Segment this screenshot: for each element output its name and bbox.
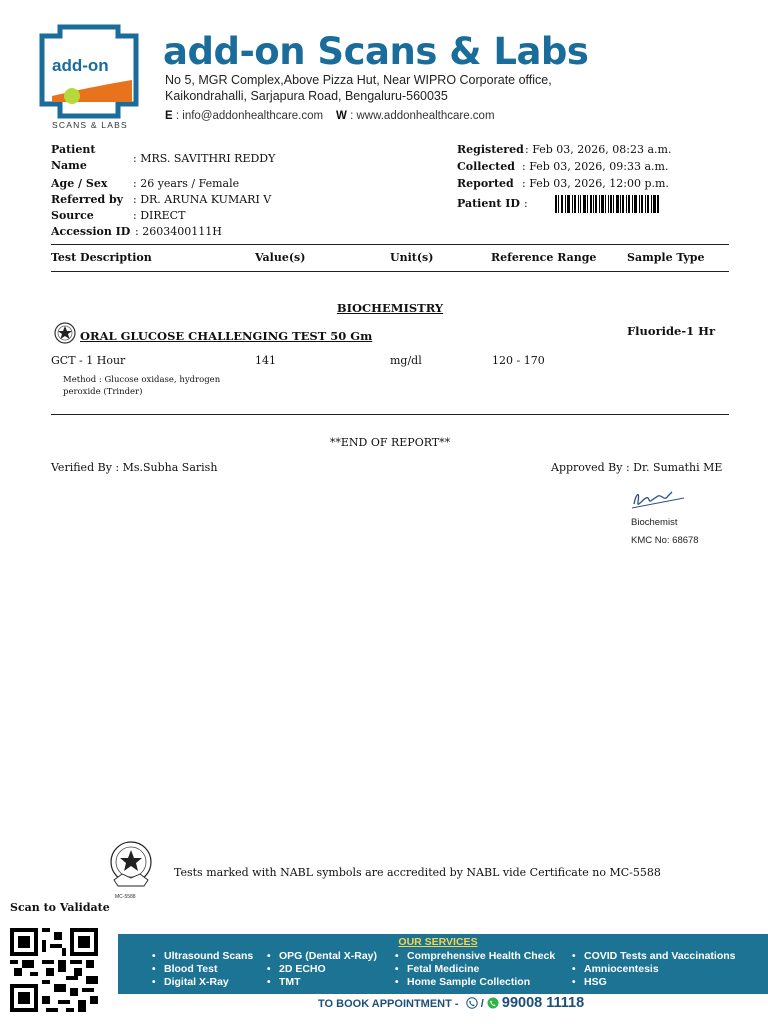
result-value: 141 bbox=[255, 354, 276, 367]
address-line-1: No 5, MGR Complex,Above Pizza Hut, Near WIPRO Corporate office, bbox=[165, 73, 552, 87]
service-item: • HSG bbox=[572, 976, 736, 989]
patient-label: Patient bbox=[51, 143, 96, 156]
col-units: Unit(s) bbox=[390, 251, 434, 264]
name-label: Name bbox=[51, 159, 87, 172]
book-label: TO BOOK APPOINTMENT - bbox=[318, 998, 459, 1010]
approved-by: Approved By : Dr. Sumathi ME bbox=[551, 461, 723, 474]
registered-value: : Feb 03, 2026, 08:23 a.m. bbox=[525, 143, 672, 156]
patient-id-label: Patient ID bbox=[457, 197, 520, 210]
email-row bbox=[165, 110, 323, 122]
patient-id-barcode bbox=[555, 195, 659, 213]
service-item: • Ultrasound Scans bbox=[152, 950, 253, 963]
service-item: • TMT bbox=[267, 976, 377, 989]
nabl-mark-icon bbox=[54, 322, 76, 344]
book-appointment bbox=[318, 995, 584, 1012]
referred-value: : DR. ARUNA KUMARI V bbox=[133, 193, 272, 206]
service-item: • OPG (Dental X-Ray) bbox=[267, 950, 377, 963]
source-value: : DIRECT bbox=[133, 209, 186, 222]
logo-text: add-on bbox=[52, 56, 109, 75]
services-col-3 bbox=[395, 950, 555, 990]
services-col-1 bbox=[152, 950, 253, 990]
services-col-4 bbox=[572, 950, 736, 990]
services-title: OUR SERVICES bbox=[398, 936, 478, 948]
address-line-2: Kaikondrahalli, Sarjapura Road, Bengaluru-560035 bbox=[165, 89, 448, 103]
phone-icon bbox=[466, 997, 478, 1012]
service-item: • Home Sample Collection bbox=[395, 976, 555, 989]
referred-label: Referred by bbox=[51, 193, 124, 206]
logo-subtitle: SCANS & LABS bbox=[52, 120, 128, 130]
validation-qr-code[interactable] bbox=[10, 928, 98, 1012]
sample-type-value: Fluoride-1 Hr bbox=[627, 324, 716, 338]
accession-value: : 2603400111H bbox=[135, 225, 222, 238]
col-values: Value(s) bbox=[255, 251, 306, 264]
service-item: • COVID Tests and Vaccinations bbox=[572, 950, 736, 963]
scan-to-validate-label: Scan to Validate bbox=[10, 901, 110, 914]
lab-name: add-on Scans & Labs bbox=[163, 30, 589, 73]
whatsapp-icon bbox=[487, 997, 499, 1012]
email-link[interactable]: : info@addonhealthcare.com bbox=[175, 110, 324, 122]
nabl-note: Tests marked with NABL symbols are accredited by NABL vide Certificate no MC-5588 bbox=[174, 866, 661, 879]
result-description: GCT - 1 Hour bbox=[51, 354, 126, 367]
table-bottom-rule bbox=[51, 414, 729, 415]
patient-name: : MRS. SAVITHRI REDDY bbox=[133, 152, 276, 165]
collected-value: : Feb 03, 2026, 09:33 a.m. bbox=[522, 160, 669, 173]
collected-label: Collected bbox=[457, 160, 515, 173]
web-row bbox=[336, 110, 495, 122]
result-range: 120 - 170 bbox=[492, 354, 545, 367]
web-label: W bbox=[336, 110, 347, 122]
web-link[interactable]: : www.addonhealthcare.com bbox=[350, 110, 495, 122]
service-item: • Digital X-Ray bbox=[152, 976, 253, 989]
table-top-rule bbox=[51, 244, 729, 245]
services-banner bbox=[118, 934, 768, 994]
email-label: E bbox=[165, 110, 173, 122]
table-header-rule bbox=[51, 271, 729, 272]
col-test-description: Test Description bbox=[51, 251, 152, 264]
col-sample-type: Sample Type bbox=[627, 251, 705, 264]
book-separator: / bbox=[480, 998, 484, 1010]
reported-label: Reported bbox=[457, 177, 514, 190]
nabl-seal-code: MC-5588 bbox=[115, 894, 136, 900]
signature-image bbox=[628, 484, 688, 514]
source-label: Source bbox=[51, 209, 94, 222]
accession-label: Accession ID bbox=[51, 225, 131, 238]
service-item: • Amniocentesis bbox=[572, 963, 736, 976]
signatory-role: Biochemist bbox=[631, 517, 678, 528]
registered-label: Registered bbox=[457, 143, 524, 156]
age-sex-label: Age / Sex bbox=[51, 177, 108, 190]
result-unit: mg/dl bbox=[390, 354, 422, 367]
kmc-number: KMC No: 68678 bbox=[631, 535, 699, 546]
verified-by: Verified By : Ms.Subha Sarish bbox=[51, 461, 218, 474]
end-of-report: **END OF REPORT** bbox=[329, 436, 451, 449]
patient-id-colon: : bbox=[524, 197, 528, 210]
service-item: • Fetal Medicine bbox=[395, 963, 555, 976]
service-item: • Comprehensive Health Check bbox=[395, 950, 555, 963]
col-reference-range: Reference Range bbox=[491, 251, 597, 264]
booking-phone-number[interactable]: 99008 11118 bbox=[501, 995, 585, 1011]
test-name: ORAL GLUCOSE CHALLENGING TEST 50 Gm bbox=[80, 329, 373, 343]
nabl-seal-icon bbox=[108, 840, 154, 896]
service-item: • 2D ECHO bbox=[267, 963, 377, 976]
test-method: Method : Glucose oxidase, hydrogen peroxide (Trinder) bbox=[63, 375, 221, 397]
reported-value: : Feb 03, 2026, 12:00 p.m. bbox=[522, 177, 669, 190]
service-item: • Blood Test bbox=[152, 963, 253, 976]
section-title: BIOCHEMISTRY bbox=[336, 301, 444, 315]
services-col-2 bbox=[267, 950, 377, 990]
age-sex-value: : 26 years / Female bbox=[133, 177, 240, 190]
